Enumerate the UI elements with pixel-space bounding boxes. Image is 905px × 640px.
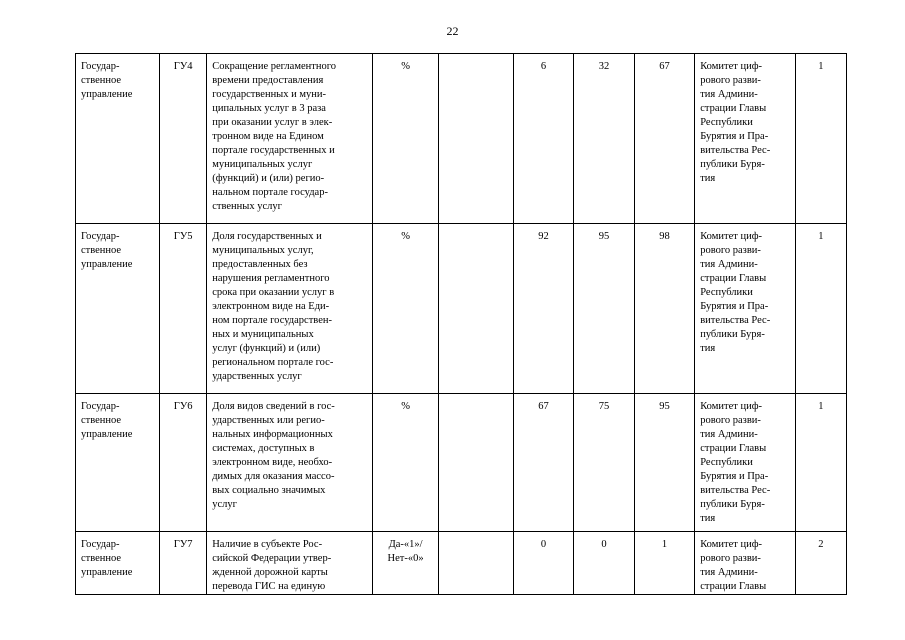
code-cell bbox=[160, 224, 207, 394]
indicator-name-cell bbox=[207, 54, 373, 224]
table-row bbox=[76, 54, 847, 224]
value-1-text: 92 bbox=[538, 231, 549, 242]
sphere-text: Государ- ственное управление bbox=[81, 539, 133, 578]
responsible-text: Комитет циф- рового разви- тия Админи- страции Главы bbox=[700, 539, 767, 592]
indicator-name-text: Наличие в субъекте Рос- сийской Федерации утвер- жденной дорожной карты перевода ГИС на единую bbox=[212, 539, 332, 592]
base-value-cell bbox=[438, 54, 513, 224]
count-cell bbox=[795, 54, 846, 224]
indicator-name-text: Сокращение регламентного времени предоставления государственных и муни- ципальных услуг в 3 раза при оказании услуг в элек- тронном виде на Едином портале государственных и муниципальных услуг (функций) и (или) регио- нальном портале государ- ственных услуг bbox=[212, 61, 337, 212]
count-text: 1 bbox=[818, 61, 824, 72]
code-text: ГУ4 bbox=[173, 61, 193, 72]
code-text: ГУ6 bbox=[173, 401, 193, 412]
base-value-cell bbox=[438, 224, 513, 394]
page-number: 22 bbox=[446, 24, 459, 38]
code-cell bbox=[160, 394, 207, 532]
value-2-text: 32 bbox=[598, 61, 610, 72]
sphere-text: Государ- ственное управление bbox=[81, 401, 133, 440]
value-2-text: 0 bbox=[601, 539, 607, 550]
sphere-cell bbox=[76, 224, 160, 394]
sphere-text: Государ- ственное управление bbox=[81, 231, 133, 270]
value-3-cell bbox=[634, 394, 694, 532]
value-2-text: 95 bbox=[598, 231, 610, 242]
code-text: ГУ7 bbox=[173, 539, 193, 550]
value-3-text: 1 bbox=[661, 539, 668, 550]
indicator-name-cell bbox=[207, 224, 373, 394]
indicator-name-text: Доля видов сведений в гос- ударственных или регио- нальных информационных системах, доступных в электронном виде, необхо- димых для оказания массо- вых социально значимых услуг bbox=[212, 401, 335, 510]
sphere-cell bbox=[76, 54, 160, 224]
unit-text: % bbox=[401, 401, 410, 412]
count-cell bbox=[795, 394, 846, 532]
responsible-cell bbox=[695, 224, 795, 394]
code-cell bbox=[160, 54, 207, 224]
responsible-cell bbox=[695, 532, 795, 595]
value-1-cell bbox=[513, 224, 573, 394]
indicator-name-text: Доля государственных и муниципальных услуг, предоставленных без нарушения регламентного срока при оказании услуг в электронном виде на Еди- ном портале государствен- ных и муниципальных услуг (функций) и (или) региональном портале гос- ударственных услуг bbox=[212, 231, 335, 382]
code-text: ГУ5 bbox=[173, 231, 193, 242]
value-3-cell bbox=[634, 224, 694, 394]
value-3-cell bbox=[634, 532, 694, 595]
value-3-text: 67 bbox=[659, 61, 670, 72]
count-text: 2 bbox=[818, 539, 824, 550]
unit-text: % bbox=[401, 61, 410, 72]
table-row bbox=[76, 394, 847, 532]
count-text: 1 bbox=[818, 231, 824, 242]
unit-cell bbox=[373, 224, 439, 394]
sphere-text: Государ- ственное управление bbox=[81, 61, 133, 100]
value-3-cell bbox=[634, 54, 694, 224]
sphere-cell bbox=[76, 532, 160, 595]
responsible-text: Комитет циф- рового разви- тия Админи- страции Главы Республики Бурятия и Пра- вительства Рес- публики Буря- тия bbox=[700, 231, 771, 354]
table-row bbox=[76, 532, 847, 595]
indicator-name-cell bbox=[207, 394, 373, 532]
code-cell bbox=[160, 532, 207, 595]
value-1-text: 6 bbox=[540, 61, 547, 72]
value-3-text: 98 bbox=[659, 231, 670, 242]
sphere-cell bbox=[76, 394, 160, 532]
unit-text: Да-«1»/ Нет-«0» bbox=[387, 539, 424, 564]
value-2-cell bbox=[574, 394, 634, 532]
value-2-cell bbox=[574, 224, 634, 394]
count-cell bbox=[795, 224, 846, 394]
responsible-text: Комитет циф- рового разви- тия Админи- страции Главы Республики Бурятия и Пра- вительства Рес- публики Буря- тия bbox=[700, 401, 771, 524]
responsible-cell bbox=[695, 54, 795, 224]
responsible-cell bbox=[695, 394, 795, 532]
base-value-cell bbox=[438, 394, 513, 532]
value-2-cell bbox=[574, 532, 634, 595]
count-cell bbox=[795, 532, 846, 595]
value-2-text: 75 bbox=[598, 401, 610, 412]
unit-cell bbox=[373, 54, 439, 224]
indicators-table bbox=[75, 53, 847, 595]
table-row bbox=[76, 224, 847, 394]
base-value-cell bbox=[438, 532, 513, 595]
value-1-text: 0 bbox=[540, 539, 547, 550]
value-3-text: 95 bbox=[659, 401, 670, 412]
indicator-name-cell bbox=[207, 532, 373, 595]
responsible-text: Комитет циф- рового разви- тия Админи- страции Главы Республики Бурятия и Пра- вительства Рес- публики Буря- тия bbox=[700, 61, 771, 184]
value-1-cell bbox=[513, 394, 573, 532]
value-1-cell bbox=[513, 532, 573, 595]
value-1-text: 67 bbox=[538, 401, 549, 412]
value-1-cell bbox=[513, 54, 573, 224]
count-text: 1 bbox=[818, 401, 824, 412]
unit-text: % bbox=[401, 231, 410, 242]
value-2-cell bbox=[574, 54, 634, 224]
unit-cell bbox=[373, 532, 439, 595]
unit-cell bbox=[373, 394, 439, 532]
